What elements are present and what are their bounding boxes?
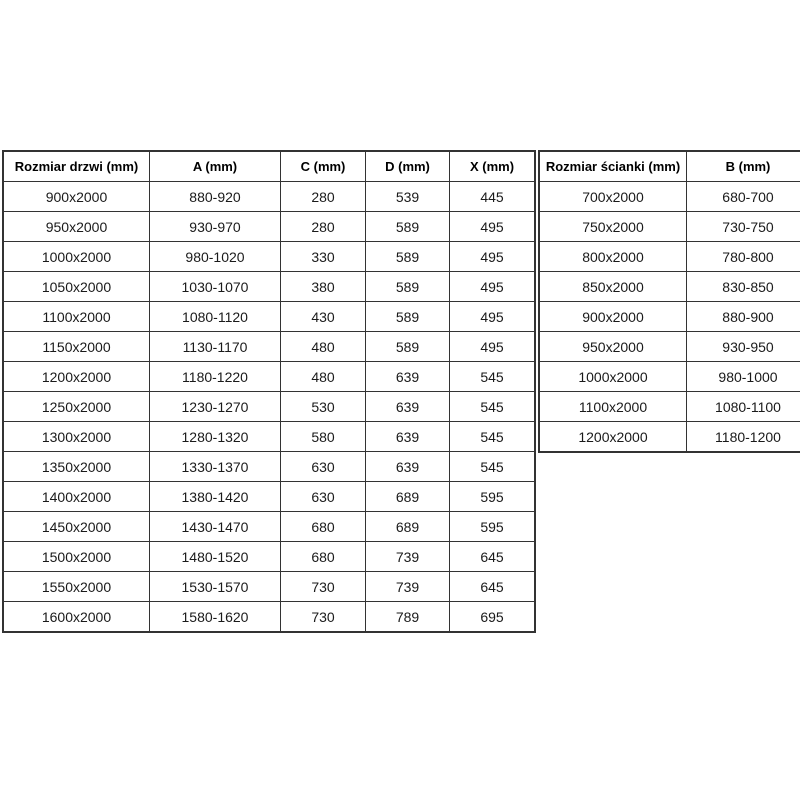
table-cell: 595	[450, 482, 536, 512]
table-cell: 1030-1070	[150, 272, 281, 302]
table-cell: 495	[450, 272, 536, 302]
header-cell: C (mm)	[281, 151, 366, 182]
header-cell: Rozmiar ścianki (mm)	[539, 151, 687, 182]
table-cell: 1550x2000	[3, 572, 150, 602]
table-cell: 1250x2000	[3, 392, 150, 422]
table-cell: 750x2000	[539, 212, 687, 242]
table-cell: 330	[281, 242, 366, 272]
table-row	[539, 422, 800, 453]
table-row	[3, 242, 535, 272]
table-cell: 1400x2000	[3, 482, 150, 512]
table-cell: 880-900	[687, 302, 800, 332]
table-cell: 430	[281, 302, 366, 332]
table-cell: 980-1020	[150, 242, 281, 272]
table-cell: 1080-1100	[687, 392, 800, 422]
table-cell: 830-850	[687, 272, 800, 302]
table-row	[3, 422, 535, 452]
header-row	[3, 151, 535, 182]
table-cell: 589	[366, 242, 450, 272]
table-cell: 730	[281, 602, 366, 633]
table-cell: 380	[281, 272, 366, 302]
table-cell: 645	[450, 572, 536, 602]
table-row	[3, 362, 535, 392]
table-cell: 1150x2000	[3, 332, 150, 362]
table-row	[3, 482, 535, 512]
table-row	[539, 302, 800, 332]
table-cell: 639	[366, 422, 450, 452]
table-cell: 589	[366, 302, 450, 332]
table-cell: 495	[450, 302, 536, 332]
table-cell: 900x2000	[539, 302, 687, 332]
table-cell: 495	[450, 242, 536, 272]
header-cell: B (mm)	[687, 151, 800, 182]
table-cell: 1200x2000	[539, 422, 687, 453]
table-cell: 530	[281, 392, 366, 422]
table-cell: 739	[366, 572, 450, 602]
table-cell: 1000x2000	[3, 242, 150, 272]
table-cell: 1200x2000	[3, 362, 150, 392]
table-cell: 445	[450, 182, 536, 212]
table-cell: 589	[366, 212, 450, 242]
table-row	[3, 572, 535, 602]
table-row	[3, 212, 535, 242]
table-row	[3, 602, 535, 633]
table-cell: 580	[281, 422, 366, 452]
table-cell: 1130-1170	[150, 332, 281, 362]
table-cell: 1450x2000	[3, 512, 150, 542]
table-cell: 589	[366, 332, 450, 362]
table-cell: 680	[281, 512, 366, 542]
table-cell: 680-700	[687, 182, 800, 212]
header-cell: A (mm)	[150, 151, 281, 182]
table-row	[539, 242, 800, 272]
table-cell: 680	[281, 542, 366, 572]
table-cell: 495	[450, 212, 536, 242]
table-cell: 900x2000	[3, 182, 150, 212]
table-cell: 639	[366, 362, 450, 392]
table-row	[539, 272, 800, 302]
header-cell: D (mm)	[366, 151, 450, 182]
table-row	[539, 332, 800, 362]
table-cell: 280	[281, 182, 366, 212]
table-cell: 1180-1200	[687, 422, 800, 453]
table-cell: 1180-1220	[150, 362, 281, 392]
table-cell: 1600x2000	[3, 602, 150, 633]
table-cell: 880-920	[150, 182, 281, 212]
header-row	[539, 151, 800, 182]
table-row	[539, 182, 800, 212]
table-cell: 1100x2000	[539, 392, 687, 422]
table-cell: 1350x2000	[3, 452, 150, 482]
table-cell: 980-1000	[687, 362, 800, 392]
table-cell: 1000x2000	[539, 362, 687, 392]
table-row	[3, 272, 535, 302]
table-cell: 1280-1320	[150, 422, 281, 452]
table-cell: 1530-1570	[150, 572, 281, 602]
table-cell: 689	[366, 482, 450, 512]
table-cell: 930-950	[687, 332, 800, 362]
table-row	[3, 452, 535, 482]
table-cell: 1430-1470	[150, 512, 281, 542]
table-cell: 480	[281, 362, 366, 392]
table-cell: 730	[281, 572, 366, 602]
table-cell: 630	[281, 452, 366, 482]
table-row	[3, 182, 535, 212]
table-row	[539, 212, 800, 242]
table-cell: 789	[366, 602, 450, 633]
table-cell: 1330-1370	[150, 452, 281, 482]
table-cell: 1480-1520	[150, 542, 281, 572]
table-row	[539, 392, 800, 422]
table-cell: 695	[450, 602, 536, 633]
table-cell: 739	[366, 542, 450, 572]
door-sizes-table	[2, 150, 536, 633]
table-cell: 730-750	[687, 212, 800, 242]
table-cell: 1230-1270	[150, 392, 281, 422]
table-cell: 639	[366, 452, 450, 482]
table-cell: 950x2000	[539, 332, 687, 362]
table-cell: 850x2000	[539, 272, 687, 302]
table-cell: 689	[366, 512, 450, 542]
table-cell: 1380-1420	[150, 482, 281, 512]
table-cell: 1080-1120	[150, 302, 281, 332]
table-cell: 539	[366, 182, 450, 212]
table-cell: 645	[450, 542, 536, 572]
table-cell: 480	[281, 332, 366, 362]
table-cell: 1300x2000	[3, 422, 150, 452]
header-cell: X (mm)	[450, 151, 536, 182]
table-row	[3, 512, 535, 542]
table-cell: 545	[450, 422, 536, 452]
table-cell: 700x2000	[539, 182, 687, 212]
table-cell: 630	[281, 482, 366, 512]
table-row	[3, 302, 535, 332]
table-cell: 1500x2000	[3, 542, 150, 572]
table-cell: 1580-1620	[150, 602, 281, 633]
wall-sizes-table	[538, 150, 800, 453]
table-cell: 1050x2000	[3, 272, 150, 302]
table-cell: 780-800	[687, 242, 800, 272]
table-row	[539, 362, 800, 392]
table-row	[3, 542, 535, 572]
table-cell: 950x2000	[3, 212, 150, 242]
table-cell: 800x2000	[539, 242, 687, 272]
table-cell: 639	[366, 392, 450, 422]
table-row	[3, 392, 535, 422]
table-cell: 930-970	[150, 212, 281, 242]
table-cell: 545	[450, 452, 536, 482]
table-cell: 545	[450, 392, 536, 422]
table-cell: 595	[450, 512, 536, 542]
table-cell: 1100x2000	[3, 302, 150, 332]
table-row	[3, 332, 535, 362]
table-cell: 495	[450, 332, 536, 362]
table-cell: 589	[366, 272, 450, 302]
table-cell: 280	[281, 212, 366, 242]
table-cell: 545	[450, 362, 536, 392]
header-cell: Rozmiar drzwi (mm)	[3, 151, 150, 182]
